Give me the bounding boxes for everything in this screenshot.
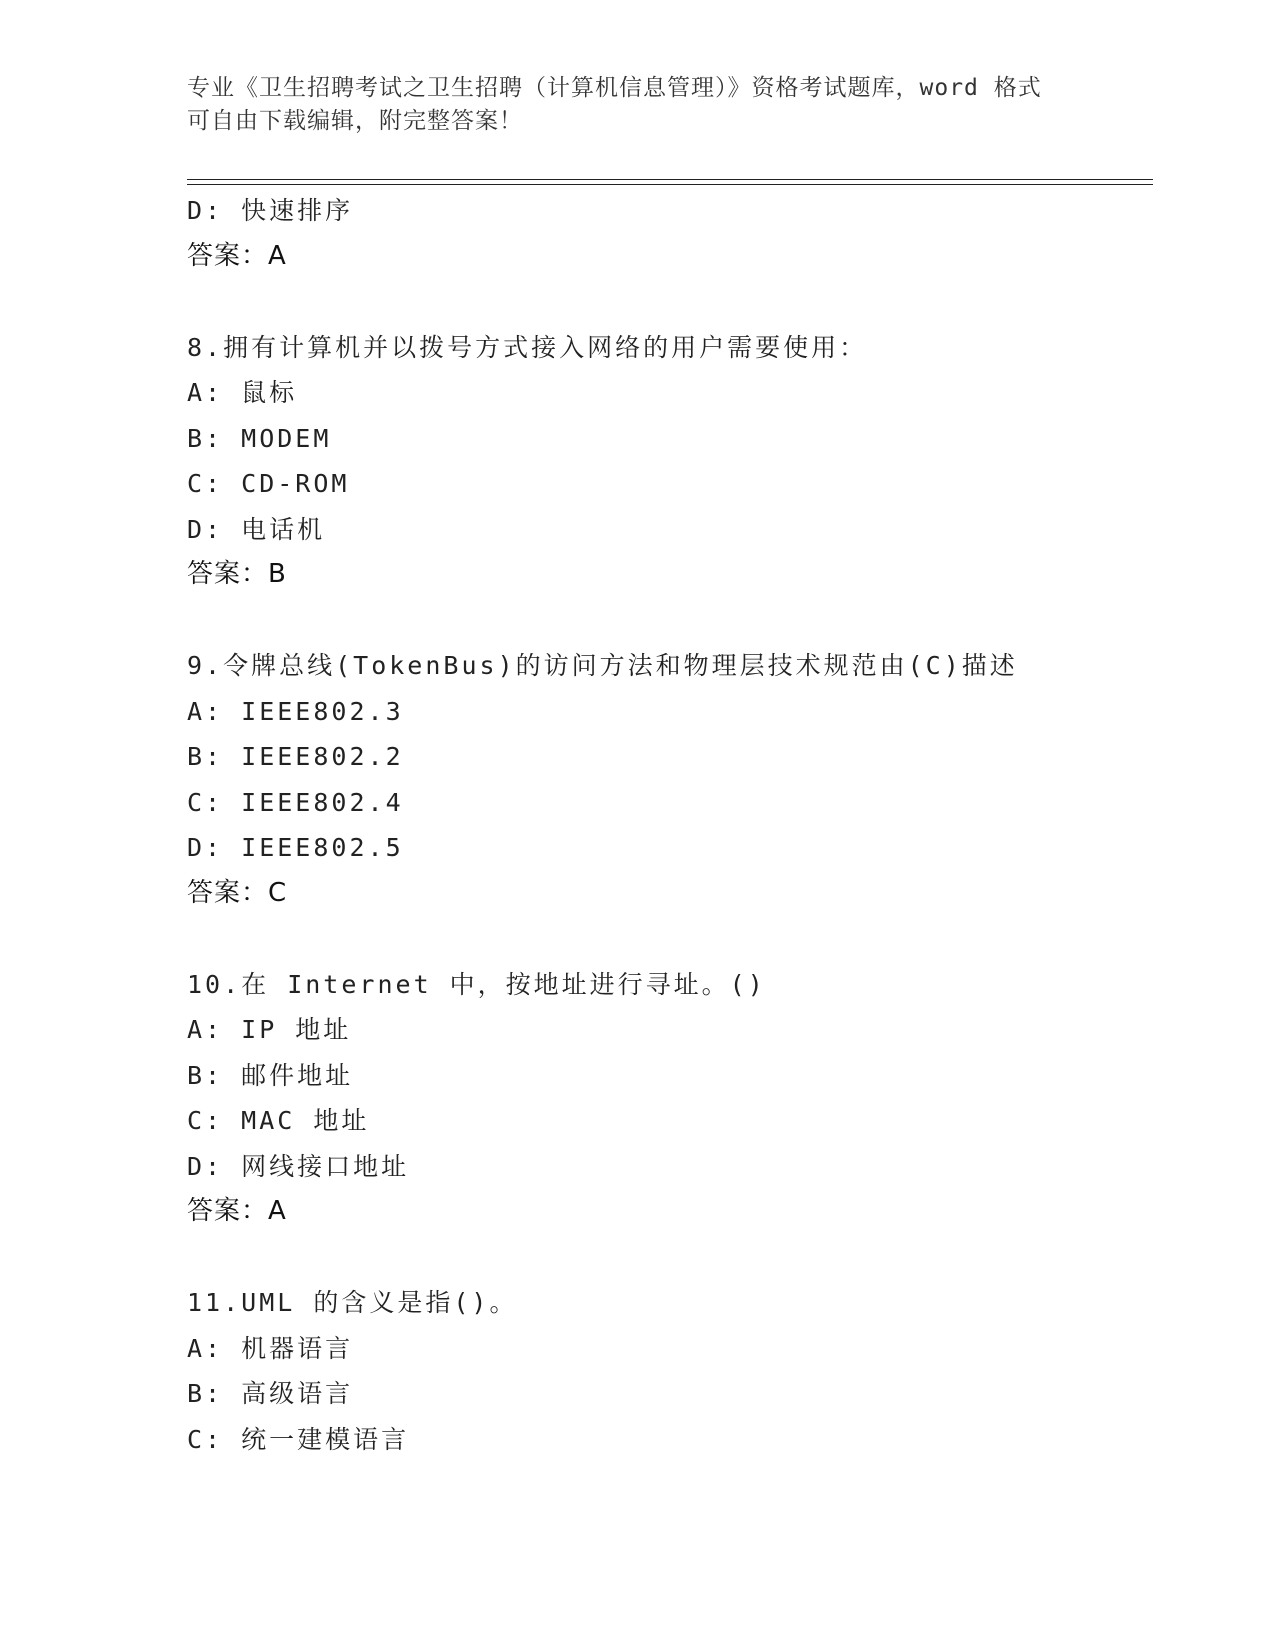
answer: 答案：B (187, 559, 287, 589)
question-list (187, 188, 1147, 1462)
question-text: 9.令牌总线(TokenBus)的访问方法和物理层技术规范由(C)描述 (187, 651, 1018, 680)
option-a: A: 机器语言 (187, 1333, 354, 1363)
question-item-9 (187, 643, 1147, 916)
option-d: D: IEEE802.5 (187, 833, 404, 862)
option-a: A: IP 地址 (187, 1015, 352, 1044)
question-text: 11.UML 的含义是指()。 (187, 1288, 518, 1317)
option-d: D: 网线接口地址 (187, 1151, 410, 1181)
question-text: 10.在 Internet 中，按地址进行寻址。() (187, 969, 766, 999)
header-divider-bottom (187, 184, 1153, 185)
option-d: D: 电话机 (187, 514, 326, 544)
option-b: B: 邮件地址 (187, 1060, 354, 1090)
prev-option-d: D: 快速排序 (187, 196, 354, 225)
option-c: C: CD-ROM (187, 469, 350, 498)
option-c: C: IEEE802.4 (187, 787, 404, 817)
header-title-line-2: 可自由下载编辑，附完整答案！ (187, 108, 523, 134)
question-item-8 (187, 325, 1147, 598)
question-item-10 (187, 962, 1147, 1235)
spacer (187, 1235, 1147, 1281)
header-title-line-1: 专业《卫生招聘考试之卫生招聘（计算机信息管理）》资格考试题库，word 格式 (187, 75, 1042, 101)
option-a: A: IEEE802.3 (187, 696, 404, 726)
spacer (187, 598, 1147, 644)
document-header (187, 72, 1087, 138)
option-c: C: MAC 地址 (187, 1106, 370, 1135)
spacer (187, 916, 1147, 962)
question-item-11 (187, 1280, 1147, 1462)
question-text: 8.拥有计算机并以拨号方式接入网络的用户需要使用： (187, 332, 868, 362)
option-b: B: IEEE802.2 (187, 742, 404, 771)
option-b: B: MODEM (187, 423, 332, 453)
answer: 答案：C (187, 877, 288, 908)
answer: 答案：A (187, 1196, 287, 1226)
spacer (187, 279, 1147, 325)
option-b: B: 高级语言 (187, 1379, 354, 1408)
option-a: A: 鼠标 (187, 378, 298, 407)
header-divider-top (187, 179, 1153, 180)
prev-answer: 答案：A (187, 240, 287, 271)
option-c: C: 统一建模语言 (187, 1424, 410, 1454)
